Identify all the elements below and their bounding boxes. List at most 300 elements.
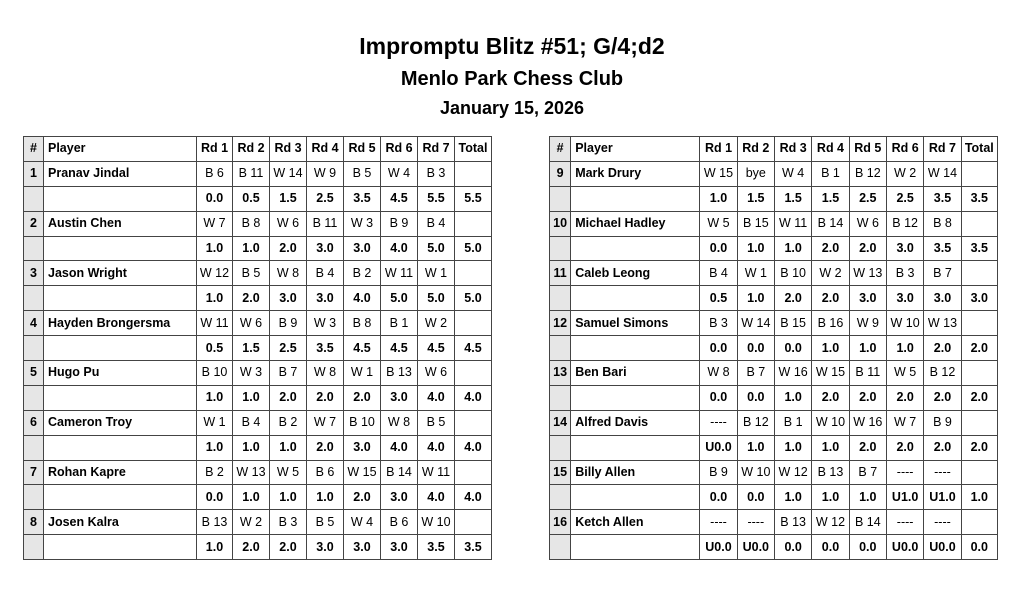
pairing-cell: B 12: [737, 410, 774, 435]
pairing-cell: W 15: [700, 161, 737, 186]
player-name: Pranav Jindal: [44, 161, 197, 186]
column-header: Player: [44, 137, 197, 162]
cumulative-score: 2.0: [924, 336, 961, 361]
pairing-cell: W 2: [418, 311, 455, 336]
pairing-cell: W 7: [197, 211, 233, 236]
player-row: [550, 311, 998, 336]
cumulative-score: 1.5: [233, 336, 270, 361]
cumulative-score: 1.0: [197, 535, 233, 560]
tournament-title: Impromptu Blitz #51; G/4;d2: [359, 33, 665, 59]
pairing-cell: B 5: [307, 510, 344, 535]
pairing-cell: B 12: [886, 211, 923, 236]
cumulative-score: U0.0: [886, 535, 923, 560]
column-header: Rd 3: [774, 137, 811, 162]
cumulative-score: 3.5: [344, 186, 381, 211]
number-blank-cell: [550, 535, 571, 560]
pairing-cell: W 9: [849, 311, 886, 336]
cumulative-score: 3.0: [344, 236, 381, 261]
cumulative-score: 5.0: [381, 286, 418, 311]
score-row: [550, 286, 998, 311]
cumulative-score: 1.0: [774, 435, 811, 460]
score-row: [550, 535, 998, 560]
cumulative-score: 5.5: [418, 186, 455, 211]
cumulative-score: 1.0: [737, 435, 774, 460]
cumulative-score: 3.0: [344, 435, 381, 460]
cumulative-score: 3.0: [307, 286, 344, 311]
cumulative-score: 1.0: [737, 286, 774, 311]
pairing-cell: W 11: [418, 460, 455, 485]
number-blank-cell: [24, 236, 44, 261]
column-header: Total: [961, 137, 997, 162]
number-blank-cell: [550, 485, 571, 510]
name-blank-cell: [571, 485, 700, 510]
cumulative-score: 4.0: [418, 435, 455, 460]
name-blank-cell: [44, 236, 197, 261]
name-blank-cell: [571, 435, 700, 460]
score-row: [24, 186, 492, 211]
cumulative-score: 3.0: [381, 385, 418, 410]
pairing-cell: W 2: [812, 261, 849, 286]
pairing-cell: W 6: [270, 211, 307, 236]
cumulative-score: 4.5: [418, 336, 455, 361]
column-header: Rd 4: [307, 137, 344, 162]
player-row: [550, 361, 998, 386]
cumulative-score: 2.0: [344, 485, 381, 510]
cumulative-score: 2.5: [849, 186, 886, 211]
pairing-cell: bye: [737, 161, 774, 186]
cumulative-score: 0.0: [774, 336, 811, 361]
player-row: [550, 261, 998, 286]
pairing-cell: B 6: [381, 510, 418, 535]
number-blank-cell: [24, 385, 44, 410]
name-blank-cell: [44, 186, 197, 211]
number-blank-cell: [550, 286, 571, 311]
total-score: 3.5: [961, 186, 997, 211]
name-blank-cell: [571, 535, 700, 560]
pairing-cell: B 16: [812, 311, 849, 336]
pairing-cell: ----: [886, 460, 923, 485]
cumulative-score: 4.0: [344, 286, 381, 311]
pairing-cell: W 13: [924, 311, 961, 336]
pairing-cell: W 13: [849, 261, 886, 286]
cumulative-score: 2.0: [849, 435, 886, 460]
pairing-cell: W 9: [307, 161, 344, 186]
column-header: Rd 2: [737, 137, 774, 162]
cumulative-score: 3.5: [924, 236, 961, 261]
total-blank-cell: [455, 211, 492, 236]
pairing-cell: B 4: [233, 410, 270, 435]
pairing-cell: W 12: [774, 460, 811, 485]
pairing-cell: B 2: [197, 460, 233, 485]
pairing-cell: W 10: [886, 311, 923, 336]
cumulative-score: 1.0: [849, 485, 886, 510]
player-row: [24, 460, 492, 485]
pairing-cell: W 6: [233, 311, 270, 336]
pairing-cell: ----: [924, 510, 961, 535]
pairing-cell: B 5: [344, 161, 381, 186]
pairing-cell: ----: [886, 510, 923, 535]
player-row: [550, 211, 998, 236]
column-header: Player: [571, 137, 700, 162]
player-row: [24, 361, 492, 386]
score-row: [24, 336, 492, 361]
cumulative-score: 2.0: [270, 236, 307, 261]
score-row: [550, 385, 998, 410]
pairing-cell: W 10: [737, 460, 774, 485]
pairing-cell: ----: [700, 410, 737, 435]
pairing-cell: B 1: [774, 410, 811, 435]
cumulative-score: 0.0: [197, 186, 233, 211]
cumulative-score: 4.5: [381, 336, 418, 361]
pairing-cell: B 9: [381, 211, 418, 236]
cumulative-score: 1.0: [233, 385, 270, 410]
cumulative-score: 0.0: [774, 535, 811, 560]
total-score: 3.5: [455, 535, 492, 560]
pairing-cell: W 13: [233, 460, 270, 485]
player-row: [550, 460, 998, 485]
score-row: [24, 236, 492, 261]
pairing-cell: W 1: [197, 410, 233, 435]
total-score: 3.0: [961, 286, 997, 311]
pairing-cell: B 10: [774, 261, 811, 286]
total-score: 2.0: [961, 385, 997, 410]
total-score: 4.5: [455, 336, 492, 361]
cumulative-score: 2.0: [924, 435, 961, 460]
total-blank-cell: [455, 161, 492, 186]
name-blank-cell: [44, 435, 197, 460]
cumulative-score: 3.0: [849, 286, 886, 311]
score-row: [24, 286, 492, 311]
total-blank-cell: [455, 311, 492, 336]
number-blank-cell: [24, 286, 44, 311]
pairing-cell: B 7: [737, 361, 774, 386]
pairing-cell: B 2: [344, 261, 381, 286]
pairing-cell: B 1: [381, 311, 418, 336]
pairing-cell: B 13: [197, 510, 233, 535]
cumulative-score: 1.0: [812, 485, 849, 510]
name-blank-cell: [44, 286, 197, 311]
pairing-cell: W 8: [307, 361, 344, 386]
name-blank-cell: [571, 286, 700, 311]
pairing-cell: B 5: [233, 261, 270, 286]
total-score: 2.0: [961, 435, 997, 460]
pairing-cell: W 4: [344, 510, 381, 535]
player-name: Billy Allen: [571, 460, 700, 485]
pairing-cell: W 6: [418, 361, 455, 386]
pairing-cell: W 1: [418, 261, 455, 286]
pairing-cell: B 11: [233, 161, 270, 186]
cumulative-score: 0.0: [737, 485, 774, 510]
player-row: [24, 211, 492, 236]
score-row: [550, 336, 998, 361]
cumulative-score: 2.0: [307, 385, 344, 410]
score-row: [550, 435, 998, 460]
cumulative-score: 0.5: [233, 186, 270, 211]
pairing-cell: B 3: [418, 161, 455, 186]
cumulative-score: 1.0: [812, 336, 849, 361]
pairing-cell: B 6: [197, 161, 233, 186]
crosstable-left: [23, 136, 492, 560]
cumulative-score: 2.0: [924, 385, 961, 410]
player-number: 1: [24, 161, 44, 186]
total-blank-cell: [455, 410, 492, 435]
cumulative-score: 4.0: [418, 385, 455, 410]
player-number: 12: [550, 311, 571, 336]
total-blank-cell: [455, 261, 492, 286]
pairing-cell: B 12: [849, 161, 886, 186]
cumulative-score: 1.5: [774, 186, 811, 211]
cumulative-score: 1.0: [849, 336, 886, 361]
pairing-cell: B 9: [270, 311, 307, 336]
player-row: [24, 261, 492, 286]
pairing-cell: W 2: [233, 510, 270, 535]
score-row: [24, 385, 492, 410]
score-row: [550, 485, 998, 510]
cumulative-score: 1.0: [270, 485, 307, 510]
cumulative-score: 1.0: [774, 385, 811, 410]
cumulative-score: 4.0: [418, 485, 455, 510]
pairing-cell: B 6: [307, 460, 344, 485]
total-blank-cell: [961, 460, 997, 485]
cumulative-score: 1.0: [307, 485, 344, 510]
pairing-cell: B 9: [700, 460, 737, 485]
pairing-cell: W 8: [270, 261, 307, 286]
pairing-cell: B 7: [924, 261, 961, 286]
cumulative-score: 3.0: [307, 535, 344, 560]
pairing-cell: W 11: [381, 261, 418, 286]
pairing-cell: ----: [737, 510, 774, 535]
cumulative-score: 1.0: [233, 236, 270, 261]
number-blank-cell: [24, 186, 44, 211]
player-name: Michael Hadley: [571, 211, 700, 236]
pairing-cell: B 15: [737, 211, 774, 236]
pairing-cell: W 7: [886, 410, 923, 435]
cumulative-score: 0.0: [700, 236, 737, 261]
cumulative-score: 3.0: [307, 236, 344, 261]
player-row: [24, 311, 492, 336]
cumulative-score: 2.0: [307, 435, 344, 460]
cumulative-score: U1.0: [886, 485, 923, 510]
cumulative-score: 2.0: [886, 435, 923, 460]
cumulative-score: 2.0: [233, 286, 270, 311]
number-blank-cell: [24, 485, 44, 510]
pairing-cell: B 14: [849, 510, 886, 535]
total-score: 0.0: [961, 535, 997, 560]
cumulative-score: U0.0: [700, 535, 737, 560]
pairing-cell: B 11: [849, 361, 886, 386]
pairing-cell: W 10: [418, 510, 455, 535]
total-blank-cell: [961, 311, 997, 336]
cumulative-score: 1.0: [774, 485, 811, 510]
player-number: 6: [24, 410, 44, 435]
cumulative-score: 0.0: [737, 385, 774, 410]
cumulative-score: 5.0: [418, 236, 455, 261]
player-number: 2: [24, 211, 44, 236]
number-blank-cell: [24, 336, 44, 361]
cumulative-score: 3.0: [344, 535, 381, 560]
player-number: 7: [24, 460, 44, 485]
cumulative-score: 0.0: [197, 485, 233, 510]
cumulative-score: 2.5: [307, 186, 344, 211]
cumulative-score: 0.0: [849, 535, 886, 560]
cumulative-score: U1.0: [924, 485, 961, 510]
player-name: Caleb Leong: [571, 261, 700, 286]
cumulative-score: 1.0: [774, 236, 811, 261]
total-blank-cell: [961, 261, 997, 286]
header-row: [24, 137, 492, 162]
player-row: [550, 161, 998, 186]
cumulative-score: 2.0: [849, 385, 886, 410]
total-score: 5.0: [455, 236, 492, 261]
number-blank-cell: [550, 336, 571, 361]
player-name: Cameron Troy: [44, 410, 197, 435]
cumulative-score: 2.0: [886, 385, 923, 410]
cumulative-score: 0.0: [700, 336, 737, 361]
cumulative-score: 0.5: [700, 286, 737, 311]
cumulative-score: 1.0: [197, 385, 233, 410]
pairing-cell: B 10: [344, 410, 381, 435]
pairing-cell: W 12: [812, 510, 849, 535]
player-number: 15: [550, 460, 571, 485]
cumulative-score: 0.0: [737, 336, 774, 361]
cumulative-score: 3.5: [924, 186, 961, 211]
player-name: Rohan Kapre: [44, 460, 197, 485]
cumulative-score: 0.0: [700, 385, 737, 410]
pairing-cell: W 4: [381, 161, 418, 186]
cumulative-score: 3.0: [924, 286, 961, 311]
pairing-cell: W 3: [344, 211, 381, 236]
player-name: Ketch Allen: [571, 510, 700, 535]
event-date: January 15, 2026: [439, 98, 585, 118]
total-blank-cell: [961, 510, 997, 535]
pairing-cell: W 6: [849, 211, 886, 236]
cumulative-score: 3.5: [418, 535, 455, 560]
pairing-cell: W 16: [849, 410, 886, 435]
column-header: Rd 1: [197, 137, 233, 162]
cumulative-score: 2.0: [812, 385, 849, 410]
player-name: Hugo Pu: [44, 361, 197, 386]
pairing-cell: W 15: [344, 460, 381, 485]
pairing-cell: B 14: [381, 460, 418, 485]
pairing-cell: W 14: [270, 161, 307, 186]
pairing-cell: W 14: [924, 161, 961, 186]
score-row: [550, 236, 998, 261]
player-number: 14: [550, 410, 571, 435]
cumulative-score: 1.0: [886, 336, 923, 361]
column-header: Rd 1: [700, 137, 737, 162]
pairing-cell: B 12: [924, 361, 961, 386]
player-number: 4: [24, 311, 44, 336]
pairing-cell: W 14: [737, 311, 774, 336]
pairing-cell: W 3: [233, 361, 270, 386]
pairing-cell: W 5: [886, 361, 923, 386]
pairing-cell: ----: [924, 460, 961, 485]
cumulative-score: 2.0: [233, 535, 270, 560]
pairing-cell: B 9: [924, 410, 961, 435]
player-number: 16: [550, 510, 571, 535]
cumulative-score: 0.0: [812, 535, 849, 560]
pairing-cell: B 3: [886, 261, 923, 286]
cumulative-score: 3.0: [886, 236, 923, 261]
pairing-cell: W 2: [886, 161, 923, 186]
player-row: [550, 410, 998, 435]
name-blank-cell: [571, 336, 700, 361]
score-row: [550, 186, 998, 211]
cumulative-score: 3.0: [381, 535, 418, 560]
pairing-cell: ----: [700, 510, 737, 535]
pairing-cell: W 4: [774, 161, 811, 186]
cumulative-score: 2.5: [886, 186, 923, 211]
pairing-cell: W 8: [700, 361, 737, 386]
total-blank-cell: [961, 410, 997, 435]
column-header: Rd 5: [344, 137, 381, 162]
player-number: 5: [24, 361, 44, 386]
total-score: 2.0: [961, 336, 997, 361]
cumulative-score: 0.0: [700, 485, 737, 510]
pairing-cell: W 10: [812, 410, 849, 435]
cumulative-score: 2.0: [849, 236, 886, 261]
cumulative-score: 1.0: [233, 485, 270, 510]
cumulative-score: U0.0: [700, 435, 737, 460]
player-name: Hayden Brongersma: [44, 311, 197, 336]
pairing-cell: B 13: [381, 361, 418, 386]
player-number: 10: [550, 211, 571, 236]
total-blank-cell: [455, 361, 492, 386]
player-name: Mark Drury: [571, 161, 700, 186]
cumulative-score: 0.5: [197, 336, 233, 361]
cumulative-score: 1.5: [270, 186, 307, 211]
pairing-cell: B 2: [270, 410, 307, 435]
cumulative-score: 1.0: [197, 286, 233, 311]
player-number: 13: [550, 361, 571, 386]
total-score: 5.5: [455, 186, 492, 211]
cumulative-score: 2.0: [812, 236, 849, 261]
number-blank-cell: [550, 186, 571, 211]
cumulative-score: 2.0: [812, 286, 849, 311]
total-score: 4.0: [455, 435, 492, 460]
header-row: [550, 137, 998, 162]
total-blank-cell: [455, 460, 492, 485]
pairing-cell: B 13: [774, 510, 811, 535]
cumulative-score: 1.5: [737, 186, 774, 211]
pairing-cell: B 14: [812, 211, 849, 236]
number-blank-cell: [24, 435, 44, 460]
player-row: [24, 410, 492, 435]
cumulative-score: 1.0: [197, 236, 233, 261]
cumulative-score: 3.5: [307, 336, 344, 361]
cumulative-score: 4.0: [381, 435, 418, 460]
total-blank-cell: [961, 211, 997, 236]
player-name: Ben Bari: [571, 361, 700, 386]
player-name: Jason Wright: [44, 261, 197, 286]
pairing-cell: B 3: [700, 311, 737, 336]
column-header: #: [24, 137, 44, 162]
player-name: Alfred Davis: [571, 410, 700, 435]
column-header: Rd 5: [849, 137, 886, 162]
cumulative-score: 1.0: [812, 435, 849, 460]
pairing-cell: W 11: [197, 311, 233, 336]
column-header: Rd 6: [381, 137, 418, 162]
pairing-cell: B 4: [700, 261, 737, 286]
player-name: Austin Chen: [44, 211, 197, 236]
player-number: 11: [550, 261, 571, 286]
cumulative-score: 4.5: [344, 336, 381, 361]
pairing-cell: B 13: [812, 460, 849, 485]
cumulative-score: 2.0: [344, 385, 381, 410]
pairing-cell: W 15: [812, 361, 849, 386]
cumulative-score: 5.0: [418, 286, 455, 311]
cumulative-score: 1.5: [812, 186, 849, 211]
